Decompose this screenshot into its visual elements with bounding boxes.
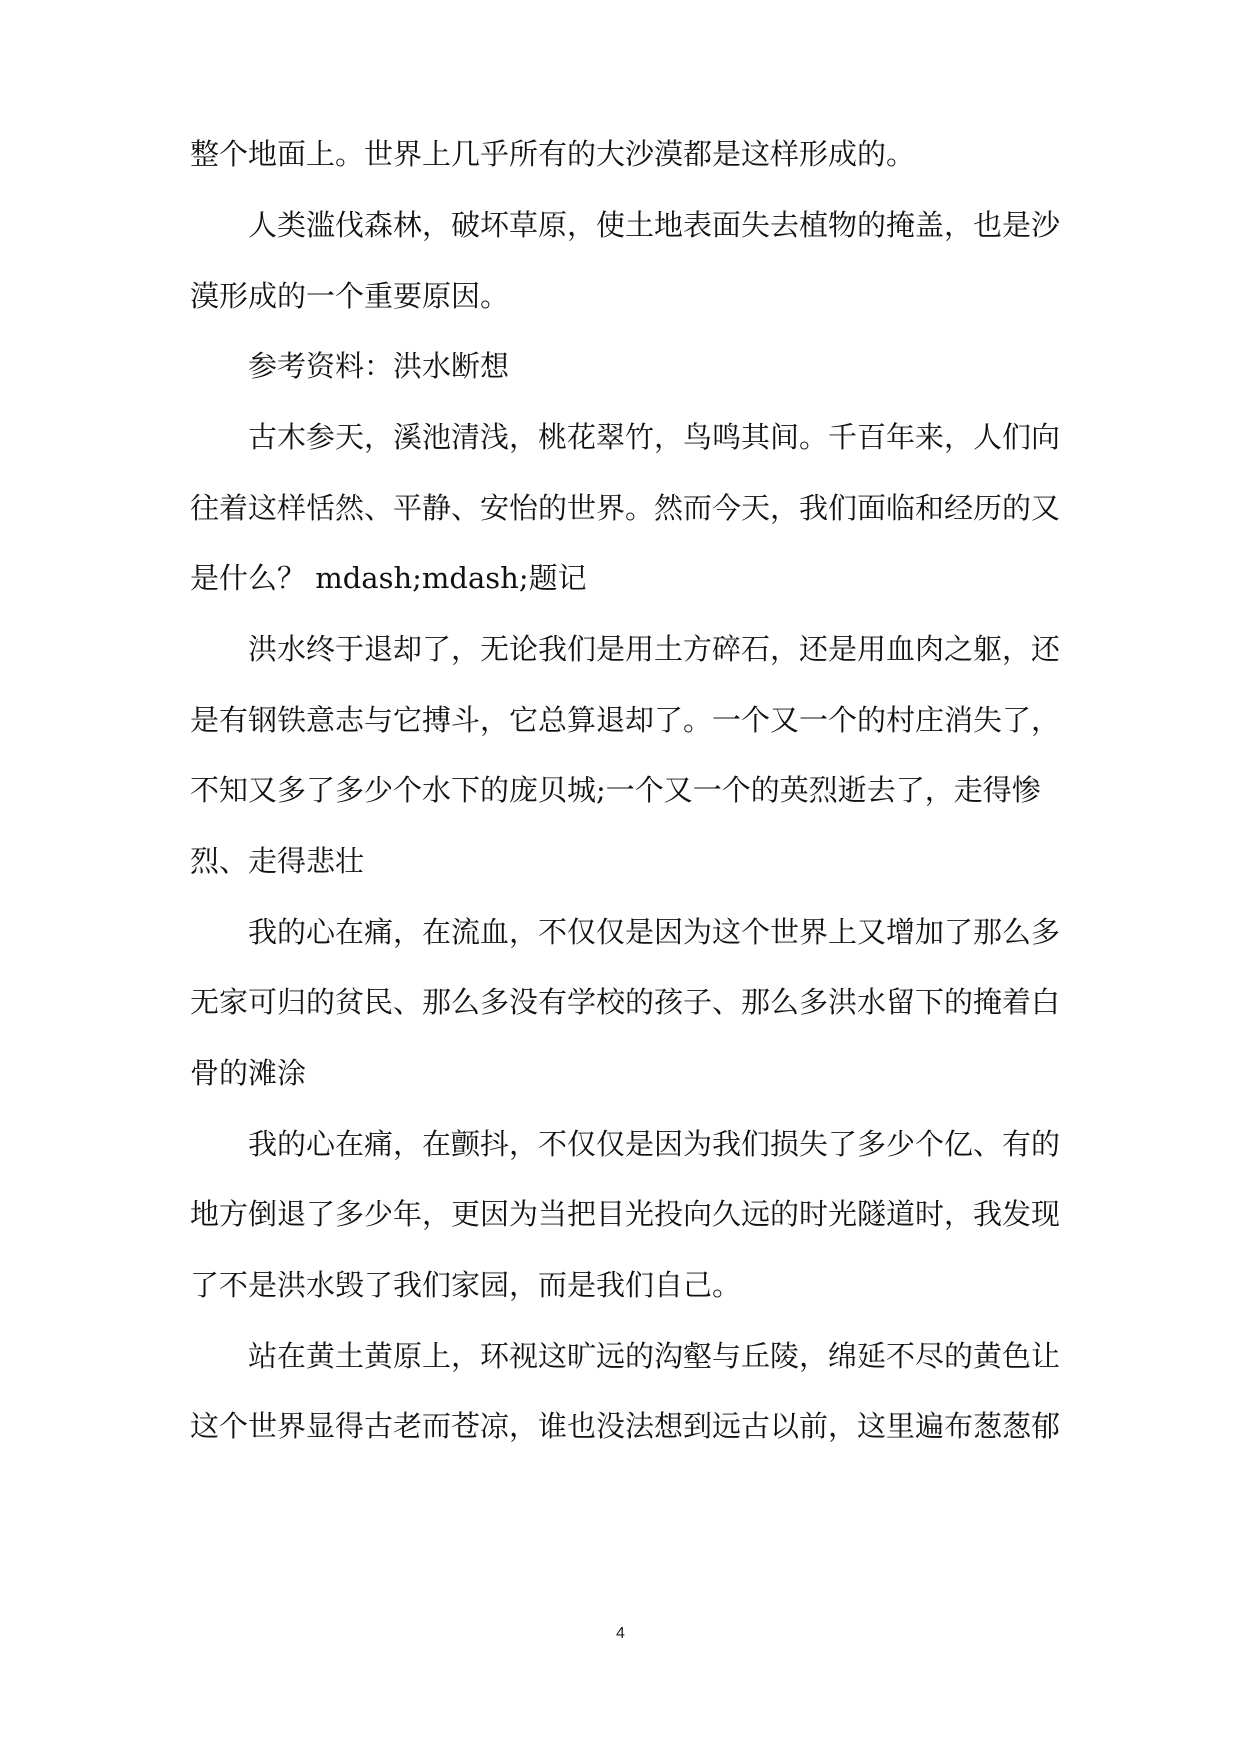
- text-line: 整个地面上。世界上几乎所有的大沙漠都是这样形成的。: [190, 137, 916, 171]
- text-line: 人类滥伐森林，破坏草原，使土地表面失去植物的掩盖，也是沙: [248, 208, 1061, 242]
- text-line: 往着这样恬然、平静、安怡的世界。然而今天，我们面临和经历的又: [190, 491, 1061, 525]
- text-line: 站在黄土黄原上，环视这旷远的沟壑与丘陵，绵延不尽的黄色让: [248, 1339, 1061, 1373]
- text-line: 我的心在痛，在颤抖，不仅仅是因为我们损失了多少个亿、有的: [248, 1127, 1061, 1161]
- text-line: 了不是洪水毁了我们家园，而是我们自己。: [190, 1268, 742, 1302]
- text-line: 骨的滩涂: [190, 1056, 307, 1090]
- text-line: 地方倒退了多少年，更因为当把目光投向久远的时光隧道时，我发现: [190, 1197, 1061, 1231]
- text-line: 这个世界显得古老而苍凉，谁也没法想到远古以前，这里遍布葱葱郁: [190, 1409, 1061, 1443]
- text-line: 烈、走得悲壮: [190, 844, 365, 878]
- text-line: 洪水终于退却了，无论我们是用土方碎石，还是用血肉之躯，还: [248, 632, 1061, 666]
- text-line: 我的心在痛，在流血，不仅仅是因为这个世界上又增加了那么多: [248, 915, 1061, 949]
- section-heading: 参考资料：洪水断想: [248, 349, 510, 383]
- page-number: 4: [616, 1625, 625, 1642]
- text-line: 漠形成的一个重要原因。: [190, 279, 510, 313]
- text-line: 不知又多了多少个水下的庞贝城;一个又一个的英烈逝去了，走得惨: [190, 773, 1041, 807]
- text-line: 无家可归的贫民、那么多没有学校的孩子、那么多洪水留下的掩着白: [190, 985, 1061, 1019]
- text-line: 古木参天，溪池清浅，桃花翠竹，鸟鸣其间。千百年来，人们向: [248, 420, 1061, 454]
- text-line: 是有钢铁意志与它搏斗，它总算退却了。一个又一个的村庄消失了，: [190, 703, 1061, 737]
- text-line: 是什么？ mdash;mdash;题记: [190, 561, 587, 595]
